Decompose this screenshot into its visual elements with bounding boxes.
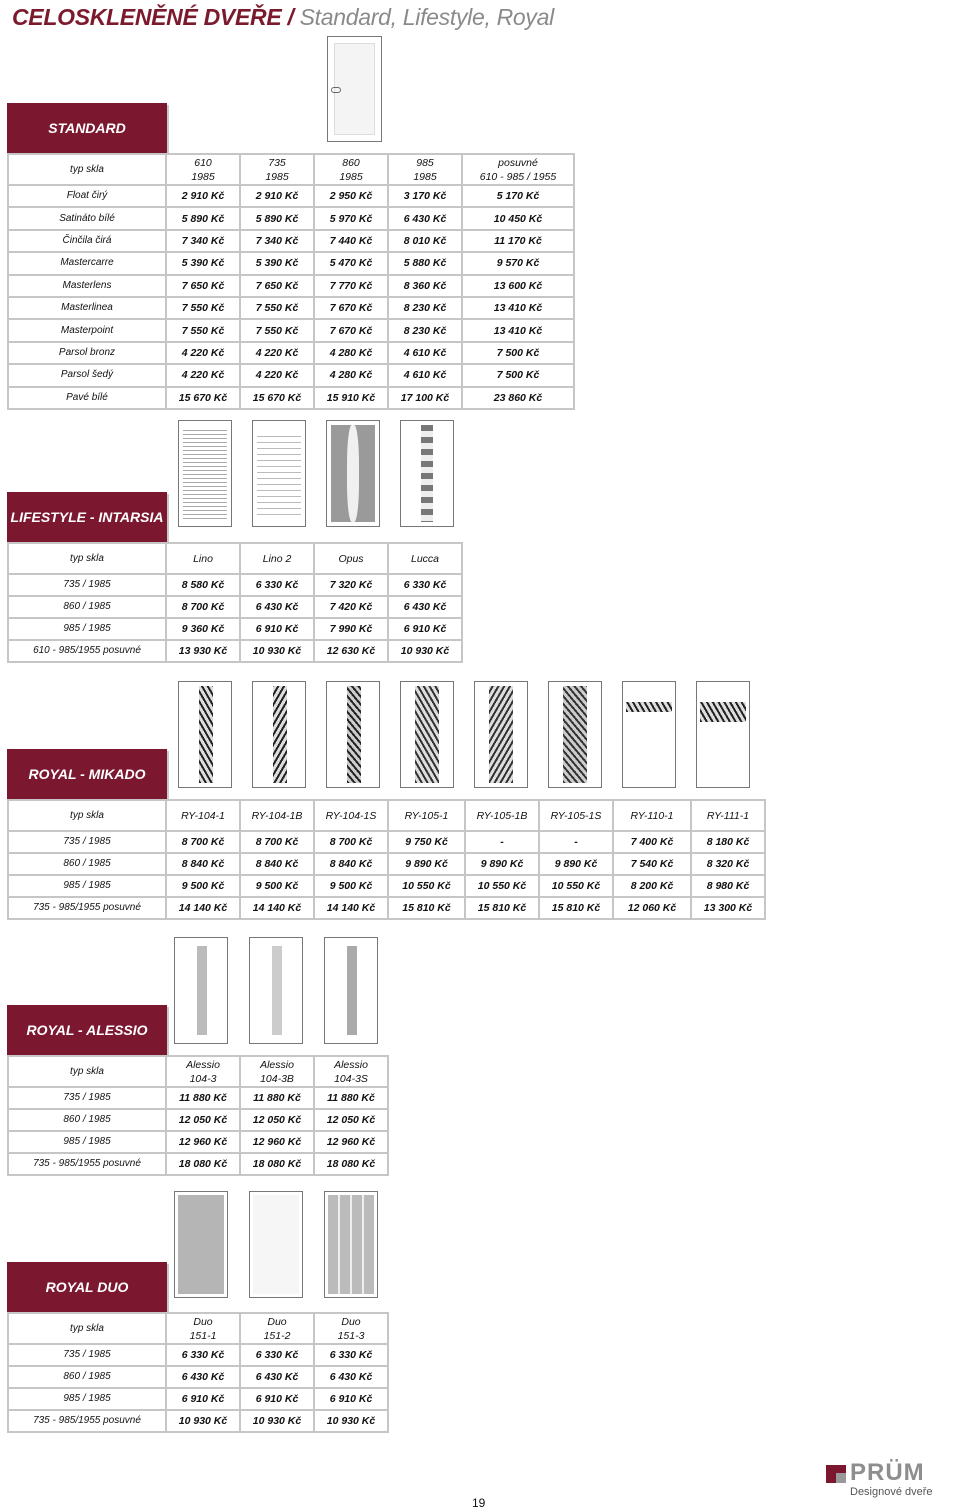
- section-band-mikado: ROYAL - MIKADO: [7, 749, 167, 799]
- price-cell: 12 960 Kč: [167, 1132, 241, 1154]
- price-cell: 9 890 Kč: [389, 854, 466, 876]
- row-label: 860 / 1985: [7, 1367, 167, 1389]
- column-header-line: Alessio: [334, 1058, 368, 1071]
- table-row: [7, 365, 575, 387]
- price-cell: 6 330 Kč: [241, 1345, 315, 1367]
- column-header-line: 1985: [413, 170, 437, 183]
- column-header-line: RY-104-1B: [251, 809, 303, 822]
- logo-brand: PRÜM: [850, 1459, 925, 1486]
- header-label: typ skla: [7, 1055, 167, 1088]
- price-cell: 7 990 Kč: [315, 619, 389, 641]
- price-cell: 10 550 Kč: [466, 876, 540, 898]
- price-cell: 13 410 Kč: [463, 298, 575, 320]
- price-cell: 7 340 Kč: [167, 231, 241, 253]
- price-cell: 2 910 Kč: [241, 186, 315, 208]
- column-header: [389, 542, 463, 575]
- price-cell: 4 280 Kč: [315, 343, 389, 365]
- column-header-line: 104-3S: [334, 1072, 368, 1085]
- column-header-line: 104-3: [189, 1072, 217, 1085]
- price-cell: 6 430 Kč: [315, 1367, 389, 1389]
- table-row: [7, 298, 575, 320]
- price-cell: 8 230 Kč: [389, 298, 463, 320]
- price-cell: 7 400 Kč: [614, 832, 692, 854]
- price-cell: 10 930 Kč: [241, 1411, 315, 1433]
- price-cell: 10 930 Kč: [167, 1411, 241, 1433]
- table-row: [7, 854, 766, 876]
- header-label: typ skla: [7, 542, 167, 575]
- table-row: [7, 597, 463, 619]
- price-cell: 7 670 Kč: [315, 320, 389, 342]
- price-cell: 10 550 Kč: [389, 876, 466, 898]
- row-label: Pavé bílé: [7, 388, 167, 410]
- column-header-line: Alessio: [186, 1058, 220, 1071]
- row-label: 735 - 985/1955 posuvné: [7, 898, 167, 920]
- price-cell: 9 750 Kč: [389, 832, 466, 854]
- column-header: [466, 799, 540, 832]
- column-header: [167, 542, 241, 575]
- row-label: Masterpoint: [7, 320, 167, 342]
- table-row: [7, 253, 575, 275]
- row-label: 735 / 1985: [7, 1088, 167, 1110]
- price-table-intarsia: [7, 542, 463, 663]
- price-cell: 7 440 Kč: [315, 231, 389, 253]
- column-header-line: 735: [268, 156, 286, 169]
- header-label: typ skla: [7, 799, 167, 832]
- column-header: [389, 799, 466, 832]
- price-cell: 5 890 Kč: [241, 208, 315, 230]
- table-row: [7, 876, 766, 898]
- price-cell: 18 080 Kč: [315, 1154, 389, 1176]
- price-cell: 6 910 Kč: [389, 619, 463, 641]
- table-header-row: [7, 1312, 389, 1345]
- price-cell: 8 180 Kč: [692, 832, 766, 854]
- column-header-line: Alessio: [260, 1058, 294, 1071]
- row-label: 860 / 1985: [7, 597, 167, 619]
- row-label: Mastercarre: [7, 253, 167, 275]
- price-cell: 9 890 Kč: [466, 854, 540, 876]
- column-header-line: RY-105-1: [404, 809, 449, 822]
- row-label: Parsol šedý: [7, 365, 167, 387]
- page-number: 19: [472, 1496, 486, 1510]
- price-cell: 5 970 Kč: [315, 208, 389, 230]
- price-cell: 8 840 Kč: [315, 854, 389, 876]
- page-title: [12, 4, 554, 31]
- logo-tagline: Designové dveře: [850, 1486, 933, 1498]
- column-header: [692, 799, 766, 832]
- price-table-duo: [7, 1312, 389, 1433]
- door-image-ry-110-1: [622, 681, 676, 788]
- price-cell: 7 550 Kč: [167, 320, 241, 342]
- price-cell: 14 140 Kč: [315, 898, 389, 920]
- price-cell: 10 450 Kč: [463, 208, 575, 230]
- column-header-line: 1985: [339, 170, 363, 183]
- price-cell: 7 670 Kč: [315, 298, 389, 320]
- price-cell: 15 810 Kč: [540, 898, 614, 920]
- row-label: 735 - 985/1955 posuvné: [7, 1154, 167, 1176]
- door-image-lino: [178, 420, 232, 527]
- column-header: [315, 799, 389, 832]
- price-cell: 12 050 Kč: [167, 1110, 241, 1132]
- price-cell: 12 960 Kč: [315, 1132, 389, 1154]
- price-cell: 9 360 Kč: [167, 619, 241, 641]
- column-header-line: RY-110-1: [630, 809, 674, 822]
- price-cell: 15 670 Kč: [167, 388, 241, 410]
- price-cell: 8 200 Kč: [614, 876, 692, 898]
- price-cell: 2 910 Kč: [167, 186, 241, 208]
- price-cell: 13 300 Kč: [692, 898, 766, 920]
- price-cell: 7 320 Kč: [315, 575, 389, 597]
- price-cell: 7 500 Kč: [463, 365, 575, 387]
- column-header-line: 151-2: [263, 1329, 291, 1342]
- price-cell: 3 170 Kč: [389, 186, 463, 208]
- column-header: [167, 153, 241, 186]
- column-header: [315, 542, 389, 575]
- column-header-line: Duo: [193, 1315, 213, 1328]
- price-table-standard: [7, 153, 575, 410]
- price-cell: 8 360 Kč: [389, 276, 463, 298]
- column-header-line: 860: [342, 156, 360, 169]
- column-header: [463, 153, 575, 186]
- price-cell: 5 170 Kč: [463, 186, 575, 208]
- row-label: 860 / 1985: [7, 854, 167, 876]
- section-band-duo: ROYAL DUO: [7, 1262, 167, 1312]
- table-row: [7, 898, 766, 920]
- column-header: [540, 799, 614, 832]
- price-cell: 10 930 Kč: [389, 641, 463, 663]
- price-cell: 5 390 Kč: [167, 253, 241, 275]
- price-cell: 12 060 Kč: [614, 898, 692, 920]
- column-header-line: Lino 2: [262, 552, 292, 565]
- column-header: [614, 799, 692, 832]
- column-header-line: RY-104-1S: [325, 809, 377, 822]
- price-cell: 15 910 Kč: [315, 388, 389, 410]
- price-cell: 13 930 Kč: [167, 641, 241, 663]
- price-cell: 11 880 Kč: [241, 1088, 315, 1110]
- table-row: [7, 1110, 389, 1132]
- door-image-ry-111-1: [696, 681, 750, 788]
- price-cell: 6 430 Kč: [389, 208, 463, 230]
- table-row: [7, 1411, 389, 1433]
- price-cell: 18 080 Kč: [241, 1154, 315, 1176]
- column-header-line: 985: [416, 156, 434, 169]
- column-header: [315, 153, 389, 186]
- price-cell: -: [540, 832, 614, 854]
- price-cell: 11 880 Kč: [315, 1088, 389, 1110]
- column-header-line: posuvné: [498, 156, 538, 169]
- price-cell: 6 910 Kč: [167, 1389, 241, 1411]
- row-label: Masterlinea: [7, 298, 167, 320]
- price-cell: 6 910 Kč: [241, 619, 315, 641]
- price-cell: 13 410 Kč: [463, 320, 575, 342]
- price-cell: 6 430 Kč: [389, 597, 463, 619]
- door-image-lucca: [400, 420, 454, 527]
- price-cell: 9 500 Kč: [167, 876, 241, 898]
- column-header-line: 610: [194, 156, 212, 169]
- section-band-intarsia: LIFESTYLE - INTARSIA: [7, 492, 167, 542]
- table-row: [7, 186, 575, 208]
- price-cell: 6 910 Kč: [315, 1389, 389, 1411]
- price-cell: 7 650 Kč: [241, 276, 315, 298]
- price-cell: 8 700 Kč: [167, 597, 241, 619]
- price-cell: 4 220 Kč: [241, 365, 315, 387]
- price-cell: 6 430 Kč: [241, 597, 315, 619]
- column-header-line: RY-105-1S: [550, 809, 602, 822]
- column-header-line: Lucca: [410, 552, 440, 565]
- row-label: Masterlens: [7, 276, 167, 298]
- price-cell: 2 950 Kč: [315, 186, 389, 208]
- price-cell: 6 330 Kč: [167, 1345, 241, 1367]
- price-cell: 4 280 Kč: [315, 365, 389, 387]
- price-cell: 4 220 Kč: [167, 365, 241, 387]
- price-cell: 7 500 Kč: [463, 343, 575, 365]
- column-header-line: RY-104-1: [181, 809, 225, 822]
- table-row: [7, 1389, 389, 1411]
- column-header: [167, 799, 241, 832]
- column-header: [389, 153, 463, 186]
- price-cell: 6 330 Kč: [241, 575, 315, 597]
- section-band-alessio: ROYAL - ALESSIO: [7, 1005, 167, 1055]
- price-cell: 10 550 Kč: [540, 876, 614, 898]
- row-label: 610 - 985/1955 posuvné: [7, 641, 167, 663]
- price-cell: 10 930 Kč: [241, 641, 315, 663]
- door-image-ry-104-1s: [326, 681, 380, 788]
- table-row: [7, 619, 463, 641]
- column-header: [241, 542, 315, 575]
- row-label: Satináto bílé: [7, 208, 167, 230]
- price-cell: 9 500 Kč: [315, 876, 389, 898]
- price-cell: 8 010 Kč: [389, 231, 463, 253]
- price-cell: 6 910 Kč: [241, 1389, 315, 1411]
- price-table-alessio: [7, 1055, 389, 1176]
- table-row: [7, 641, 463, 663]
- table-row: [7, 276, 575, 298]
- door-image-standard: [327, 36, 382, 142]
- table-row: [7, 1088, 389, 1110]
- column-header-line: 104-3B: [260, 1072, 294, 1085]
- price-cell: 8 840 Kč: [167, 854, 241, 876]
- price-cell: 8 700 Kč: [315, 832, 389, 854]
- column-header-line: Duo: [267, 1315, 287, 1328]
- column-header: [241, 799, 315, 832]
- price-cell: 8 230 Kč: [389, 320, 463, 342]
- column-header-line: 1985: [265, 170, 289, 183]
- column-header-line: 610 - 985 / 1955: [479, 170, 557, 183]
- row-label: Parsol bronz: [7, 343, 167, 365]
- price-cell: 15 670 Kč: [241, 388, 315, 410]
- price-cell: 12 050 Kč: [315, 1110, 389, 1132]
- price-cell: 14 140 Kč: [241, 898, 315, 920]
- price-cell: 6 430 Kč: [241, 1367, 315, 1389]
- door-image-duo-151-3: [324, 1191, 378, 1298]
- price-cell: 5 890 Kč: [167, 208, 241, 230]
- table-row: [7, 388, 575, 410]
- table-header-row: [7, 1055, 389, 1088]
- column-header: [241, 1055, 315, 1088]
- price-cell: 17 100 Kč: [389, 388, 463, 410]
- column-header-line: Lino: [193, 552, 213, 565]
- price-table-mikado: [7, 799, 766, 920]
- table-row: [7, 1132, 389, 1154]
- row-label: 985 / 1985: [7, 1132, 167, 1154]
- door-image-alessio-104-3b: [249, 937, 303, 1044]
- price-cell: 7 550 Kč: [167, 298, 241, 320]
- price-cell: 7 770 Kč: [315, 276, 389, 298]
- row-label: 985 / 1985: [7, 619, 167, 641]
- door-image-opus: [326, 420, 380, 527]
- row-label: 860 / 1985: [7, 1110, 167, 1132]
- price-cell: 6 330 Kč: [389, 575, 463, 597]
- row-label: 985 / 1985: [7, 876, 167, 898]
- column-header: [315, 1055, 389, 1088]
- column-header-line: Duo: [341, 1315, 361, 1328]
- price-cell: 10 930 Kč: [315, 1411, 389, 1433]
- table-header-row: [7, 799, 766, 832]
- door-image-ry-105-1: [400, 681, 454, 788]
- price-cell: 5 880 Kč: [389, 253, 463, 275]
- table-row: [7, 231, 575, 253]
- price-cell: 5 390 Kč: [241, 253, 315, 275]
- price-cell: 4 610 Kč: [389, 343, 463, 365]
- price-cell: 8 580 Kč: [167, 575, 241, 597]
- door-image-alessio-104-3s: [324, 937, 378, 1044]
- price-cell: 4 610 Kč: [389, 365, 463, 387]
- price-cell: 9 570 Kč: [463, 253, 575, 275]
- door-image-lino-2: [252, 420, 306, 527]
- column-header: [315, 1312, 389, 1345]
- price-cell: 6 430 Kč: [167, 1367, 241, 1389]
- price-cell: 23 860 Kč: [463, 388, 575, 410]
- price-cell: 7 540 Kč: [614, 854, 692, 876]
- price-cell: 7 550 Kč: [241, 298, 315, 320]
- price-cell: 6 330 Kč: [315, 1345, 389, 1367]
- title-sub: Standard, Lifestyle, Royal: [299, 4, 554, 30]
- column-header-line: 151-1: [189, 1329, 217, 1342]
- door-image-ry-105-1s: [548, 681, 602, 788]
- price-cell: 18 080 Kč: [167, 1154, 241, 1176]
- column-header: [167, 1055, 241, 1088]
- price-cell: 7 550 Kč: [241, 320, 315, 342]
- price-cell: 8 840 Kč: [241, 854, 315, 876]
- door-image-ry-104-1b: [252, 681, 306, 788]
- table-header-row: [7, 153, 575, 186]
- door-image-duo-151-1: [174, 1191, 228, 1298]
- price-cell: 4 220 Kč: [167, 343, 241, 365]
- price-cell: 4 220 Kč: [241, 343, 315, 365]
- table-header-row: [7, 542, 463, 575]
- price-cell: 15 810 Kč: [466, 898, 540, 920]
- column-header: [241, 1312, 315, 1345]
- price-cell: 9 500 Kč: [241, 876, 315, 898]
- column-header-line: RY-105-1B: [476, 809, 528, 822]
- door-image-ry-105-1b: [474, 681, 528, 788]
- price-cell: -: [466, 832, 540, 854]
- price-cell: 11 880 Kč: [167, 1088, 241, 1110]
- price-cell: 13 600 Kč: [463, 276, 575, 298]
- door-image-duo-151-2: [249, 1191, 303, 1298]
- table-row: [7, 1367, 389, 1389]
- title-main: CELOSKLENĚNÉ DVEŘE /: [12, 4, 294, 30]
- row-label: 735 - 985/1955 posuvné: [7, 1411, 167, 1433]
- price-cell: 7 420 Kč: [315, 597, 389, 619]
- row-label: 735 / 1985: [7, 832, 167, 854]
- price-cell: 12 050 Kč: [241, 1110, 315, 1132]
- table-row: [7, 1345, 389, 1367]
- prum-logo: [826, 1461, 950, 1501]
- door-image-ry-104-1: [178, 681, 232, 788]
- table-row: [7, 320, 575, 342]
- door-image-alessio-104-3: [174, 937, 228, 1044]
- column-header-line: Opus: [338, 552, 364, 565]
- row-label: 735 / 1985: [7, 1345, 167, 1367]
- price-cell: 14 140 Kč: [167, 898, 241, 920]
- row-label: Float čirý: [7, 186, 167, 208]
- column-header-line: 1985: [191, 170, 215, 183]
- table-row: [7, 575, 463, 597]
- row-label: Činčila čirá: [7, 231, 167, 253]
- price-cell: 7 650 Kč: [167, 276, 241, 298]
- price-cell: 12 630 Kč: [315, 641, 389, 663]
- price-cell: 8 320 Kč: [692, 854, 766, 876]
- price-cell: 15 810 Kč: [389, 898, 466, 920]
- price-cell: 11 170 Kč: [463, 231, 575, 253]
- column-header: [241, 153, 315, 186]
- table-row: [7, 208, 575, 230]
- row-label: 735 / 1985: [7, 575, 167, 597]
- price-cell: 8 980 Kč: [692, 876, 766, 898]
- row-label: 985 / 1985: [7, 1389, 167, 1411]
- table-row: [7, 1154, 389, 1176]
- section-band-standard: STANDARD: [7, 103, 167, 153]
- header-label: typ skla: [7, 153, 167, 186]
- price-cell: 8 700 Kč: [241, 832, 315, 854]
- price-cell: 8 700 Kč: [167, 832, 241, 854]
- price-cell: 5 470 Kč: [315, 253, 389, 275]
- column-header: [167, 1312, 241, 1345]
- price-cell: 12 960 Kč: [241, 1132, 315, 1154]
- table-row: [7, 343, 575, 365]
- table-row: [7, 832, 766, 854]
- price-cell: 7 340 Kč: [241, 231, 315, 253]
- price-cell: 9 890 Kč: [540, 854, 614, 876]
- header-label: typ skla: [7, 1312, 167, 1345]
- column-header-line: 151-3: [337, 1329, 365, 1342]
- column-header-line: RY-111-1: [706, 809, 750, 822]
